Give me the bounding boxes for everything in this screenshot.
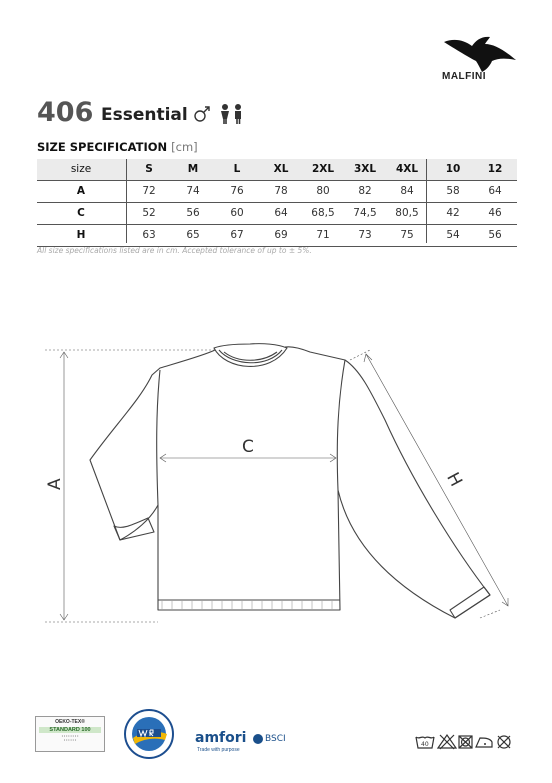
table-cell: 80 [316, 185, 330, 197]
table-cell: 76 [230, 185, 244, 197]
table-header-cell: size [70, 163, 92, 175]
table-row-label: A [76, 185, 86, 197]
table-cell: 64 [274, 207, 288, 219]
table-header-cell: 12 [487, 163, 503, 175]
table-cell: 74,5 [353, 207, 377, 219]
table-header-cell: XL [273, 163, 289, 175]
no-bleach-icon [438, 735, 456, 749]
amfori-logo: amfori [195, 730, 247, 746]
table-cell: 74 [186, 185, 200, 197]
no-tumble-dry-icon [459, 736, 472, 748]
table-header-cell: S [145, 163, 153, 175]
dimension-h-line [366, 354, 508, 606]
iron-dot [484, 743, 486, 745]
dimension-c-label: C [242, 437, 254, 457]
oeko-tex-title: OEKO-TEX® [55, 719, 85, 725]
table-header-cell: L [233, 163, 241, 175]
table-cell: 78 [274, 185, 288, 197]
size-spec-unit: [cm] [171, 140, 198, 154]
oeko-tex-label [35, 716, 105, 752]
table-header-cell: 4XL [395, 163, 419, 175]
table-column-divider [426, 159, 427, 243]
product-number: 406 [37, 97, 94, 128]
oeko-tex-fine-print: • • • • • • • • • • • • • • [61, 734, 79, 742]
wash-temp-label: 40 [421, 741, 429, 748]
table-cell: 72 [142, 185, 156, 197]
dimension-a-label: A [45, 478, 65, 490]
no-dry-clean-icon [498, 736, 510, 748]
table-cell: 46 [488, 207, 502, 219]
table-header-cell: M [187, 163, 199, 175]
tolerance-note: All size specifications listed are in cm. Accepted tolerance of up to ± 5%. [37, 246, 312, 255]
right-cuff [450, 587, 490, 618]
table-header-cell: 3XL [353, 163, 377, 175]
table-cell: 69 [274, 229, 288, 241]
table-cell: 71 [316, 229, 330, 241]
sweatshirt-diagram [0, 300, 552, 660]
table-cell: 42 [446, 207, 460, 219]
table-cell: 80,5 [395, 207, 419, 219]
wrap-certification-icon [123, 708, 175, 760]
table-column-divider [126, 159, 127, 243]
product-name: Essential [101, 105, 188, 125]
table-cell: 82 [358, 185, 372, 197]
male-and-kids-icon [193, 101, 253, 125]
size-spec-title: SIZE SPECIFICATION [37, 140, 168, 154]
table-row-label: H [76, 229, 86, 241]
table-row [37, 181, 517, 203]
sweatshirt-body [90, 347, 490, 618]
table-cell: 63 [142, 229, 156, 241]
table-cell: 58 [446, 185, 460, 197]
table-cell: 56 [488, 229, 502, 241]
oeko-tex-standard: STANDARD 100 [39, 727, 101, 733]
size-table [37, 159, 517, 247]
table-cell: 75 [400, 229, 414, 241]
table-row [37, 203, 517, 225]
table-cell: 68,5 [311, 207, 335, 219]
table-row [37, 225, 517, 247]
amfori-tagline: Trade with purpose [197, 747, 240, 753]
bsci-icon [253, 734, 263, 744]
bsci-label: BSCI [265, 734, 286, 744]
table-cell: 65 [186, 229, 200, 241]
table-cell: 52 [142, 207, 156, 219]
size-spec-heading [37, 140, 198, 154]
table-row-label: C [77, 207, 85, 219]
iron-low-icon [476, 738, 492, 747]
table-cell: 67 [230, 229, 244, 241]
brand-name: MALFINI [442, 71, 487, 82]
table-header-cell: 2XL [311, 163, 335, 175]
table-header-row [37, 159, 517, 181]
dimension-h-label: H [442, 469, 466, 490]
table-cell: 60 [230, 207, 244, 219]
table-header-cell: 10 [445, 163, 461, 175]
table-cell: 84 [400, 185, 414, 197]
table-cell: 54 [446, 229, 460, 241]
table-cell: 56 [186, 207, 200, 219]
table-cell: 64 [488, 185, 502, 197]
left-cuff [114, 518, 154, 540]
table-cell: 73 [358, 229, 372, 241]
care-symbols [414, 733, 518, 751]
